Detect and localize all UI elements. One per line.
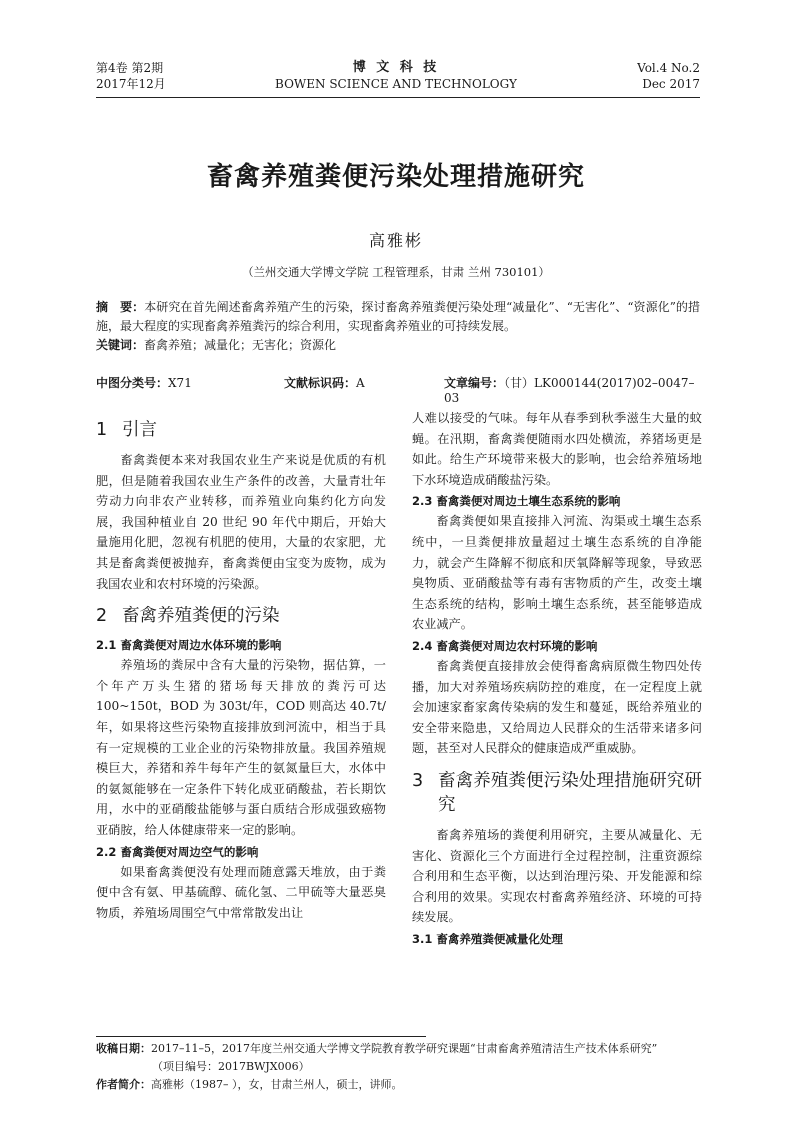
author-bio-text: 高雅彬（1987– ），女，甘肃兰州人，硕士，讲师。	[151, 1078, 403, 1091]
section-2-heading	[96, 604, 386, 628]
section-number: 3	[412, 770, 424, 791]
subsection-2-3-heading: 2.3 畜禽粪便对周边土壤生态系统的影响	[412, 494, 621, 509]
section-number: 2	[96, 606, 108, 627]
clc-value: X71	[168, 376, 192, 390]
doc-value: A	[356, 376, 365, 390]
abstract-label: 摘 要：	[96, 300, 145, 314]
header-volume: 第4卷 第2期	[96, 61, 164, 75]
classification-line	[96, 374, 700, 405]
section-title: 畜禽养殖粪便污染处理措施研究研究	[438, 770, 702, 815]
author-bio-label: 作者简介：	[96, 1078, 151, 1091]
journal-title-cn: 博 文 科 技	[352, 60, 440, 75]
section-1-heading	[96, 418, 386, 442]
left-column	[96, 408, 386, 923]
abstract	[96, 298, 700, 336]
paper-title: 畜禽养殖粪便污染处理措施研究	[206, 162, 585, 192]
journal-volume-en	[637, 60, 700, 92]
received-date	[96, 1040, 700, 1058]
subsection-3-1-heading: 3.1 畜禽养殖粪便减量化处理	[412, 931, 563, 946]
abstract-text: 本研究在首先阐述畜禽养殖产生的污染，探讨畜禽养殖粪便污染处理“减量化”、“无害化”、“资源化”的措施，最大程度的实现畜禽养殖粪污的综合利用，实现畜禽养殖业的可持续发展。	[96, 300, 700, 333]
subsection-2-2-heading: 2.2 畜禽粪便对周边空气的影响	[96, 844, 259, 859]
keywords-text: 畜禽养殖；减量化；无害化；资源化	[144, 338, 337, 352]
clc-number	[96, 374, 192, 391]
paragraph: 畜禽粪便如果直接排入河流、沟渠或土壤生态系统中，一旦粪便排放量超过土壤生态系统的自净能力，就会产生降解不彻底和厌氧降解等现象，导致恶臭物质、亚硝酸盐等有毒有害物质的产生，改变土壤生态系统的结构，影响土壤生态系统，甚至能够造成农业减产。	[412, 514, 702, 632]
received-text: 2017–11–5，2017年度兰州交通大学博文学院教育教学研究课题“甘肃畜禽养殖清洁生产技术体系研究”	[151, 1042, 658, 1055]
section-3-heading	[412, 769, 702, 817]
art-label: 文章编号：	[444, 376, 505, 390]
art-value: （甘）LK000144(2017)02–0047–03	[444, 376, 695, 405]
journal-title-en: BOWEN SCIENCE AND TECHNOLOGY	[275, 77, 517, 91]
paragraph: 畜禽粪便直接排放会使得畜禽病原微生物四处传播，加大对养殖场疾病防控的难度，在一定程度上就会加速家畜家禽传染病的发生和蔓延，既给养殖业的安全带来隐患，又给周边人民群众的生活带来诸多问题，甚至对人民群众的健康造成严重威胁。	[412, 658, 702, 756]
header-vol-en: Vol.4 No.2	[637, 61, 700, 75]
author-name: 高雅彬	[368, 231, 423, 250]
header-date: 2017年12月	[96, 77, 166, 91]
document-code	[284, 374, 365, 391]
clc-label: 中图分类号：	[96, 376, 169, 390]
keywords-label: 关键词：	[96, 338, 145, 352]
header-rule	[96, 97, 700, 98]
doc-label: 文献标识码：	[284, 376, 357, 390]
section-number: 1	[96, 420, 108, 440]
author-bio	[96, 1076, 700, 1094]
subsection-2-1-heading: 2.1 畜禽粪便对周边水体环境的影响	[96, 638, 282, 653]
subsection-2-4-heading: 2.4 畜禽粪便对周边农村环境的影响	[412, 638, 598, 653]
paragraph: 如果畜禽粪便没有处理而随意露天堆放，由于粪便中含有氨、甲基硫醇、硫化氢、二甲硫等大量恶臭物质，养殖场周围空气中常常散发出让	[96, 864, 386, 920]
header-date-en: Dec 2017	[642, 77, 700, 91]
section-title: 引言	[122, 420, 157, 440]
footnote	[96, 1040, 700, 1094]
paragraph: 畜禽粪便本来对我国农业生产来说是优质的有机肥，但是随着我国农业生产条件的改善，大量青壮年劳动力向非农产业转移，而养殖业向集约化方向发展，我国种植业自 20 世纪 90 年代中期后，开始大量施用化肥，忽视有机肥的使用，大量的农家肥，尤其是畜禽粪便被抛弃，畜禽粪便由宝变为废物，成为我国农业和农村环境的污染源。	[96, 453, 386, 591]
paragraph: 畜禽养殖场的粪便利用研究，主要从减量化、无害化、资源化三个方面进行全过程控制，注重资源综合利用和生态平衡，以达到治理污染、开发能源和综合利用的效果。实现农村畜禽养殖经济、环境的可持续发展。	[412, 827, 702, 925]
paragraph: 养殖场的粪尿中含有大量的污染物，据估算，一个年产万头生猪的猪场每天排放的粪污可达 100~150t，BOD 为 303t/年，COD 则高达 40.7t/年，如果将这些污染物直接排放到河流中，相当于具有一定规模的工业企业的污染物排放量。我国养殖规模巨大，养猪和养牛每年产生的氨氮量巨大，水体中的氨氮能够在一定条件下转化成亚硝酸盐，若长期饮用，水中的亚硝酸盐能够与蛋白质结合形成强致癌物亚硝胺，给人体健康带来一定的影响。	[96, 658, 386, 837]
abstract-block	[96, 298, 700, 355]
project-number: （项目编号：2017BWJX006）	[152, 1060, 310, 1073]
received-label: 收稿日期：	[96, 1042, 151, 1055]
article-number	[444, 374, 700, 405]
right-column	[412, 408, 702, 949]
paragraph-continued: 人难以接受的气味。每年从春季到秋季滋生大量的蚊蝇。在汛期，畜禽粪便随雨水四处横流，养猪场更是如此。给生产环境带来极大的影响，也会给养殖场地下水环境造成硝酸盐污染。	[412, 411, 702, 487]
section-title: 畜禽养殖粪便的污染	[122, 606, 280, 627]
keywords	[96, 336, 700, 355]
affiliation: （兰州交通大学博文学院 工程管理系，甘肃 兰州 730101）	[242, 265, 550, 279]
footnote-rule	[96, 1036, 426, 1037]
